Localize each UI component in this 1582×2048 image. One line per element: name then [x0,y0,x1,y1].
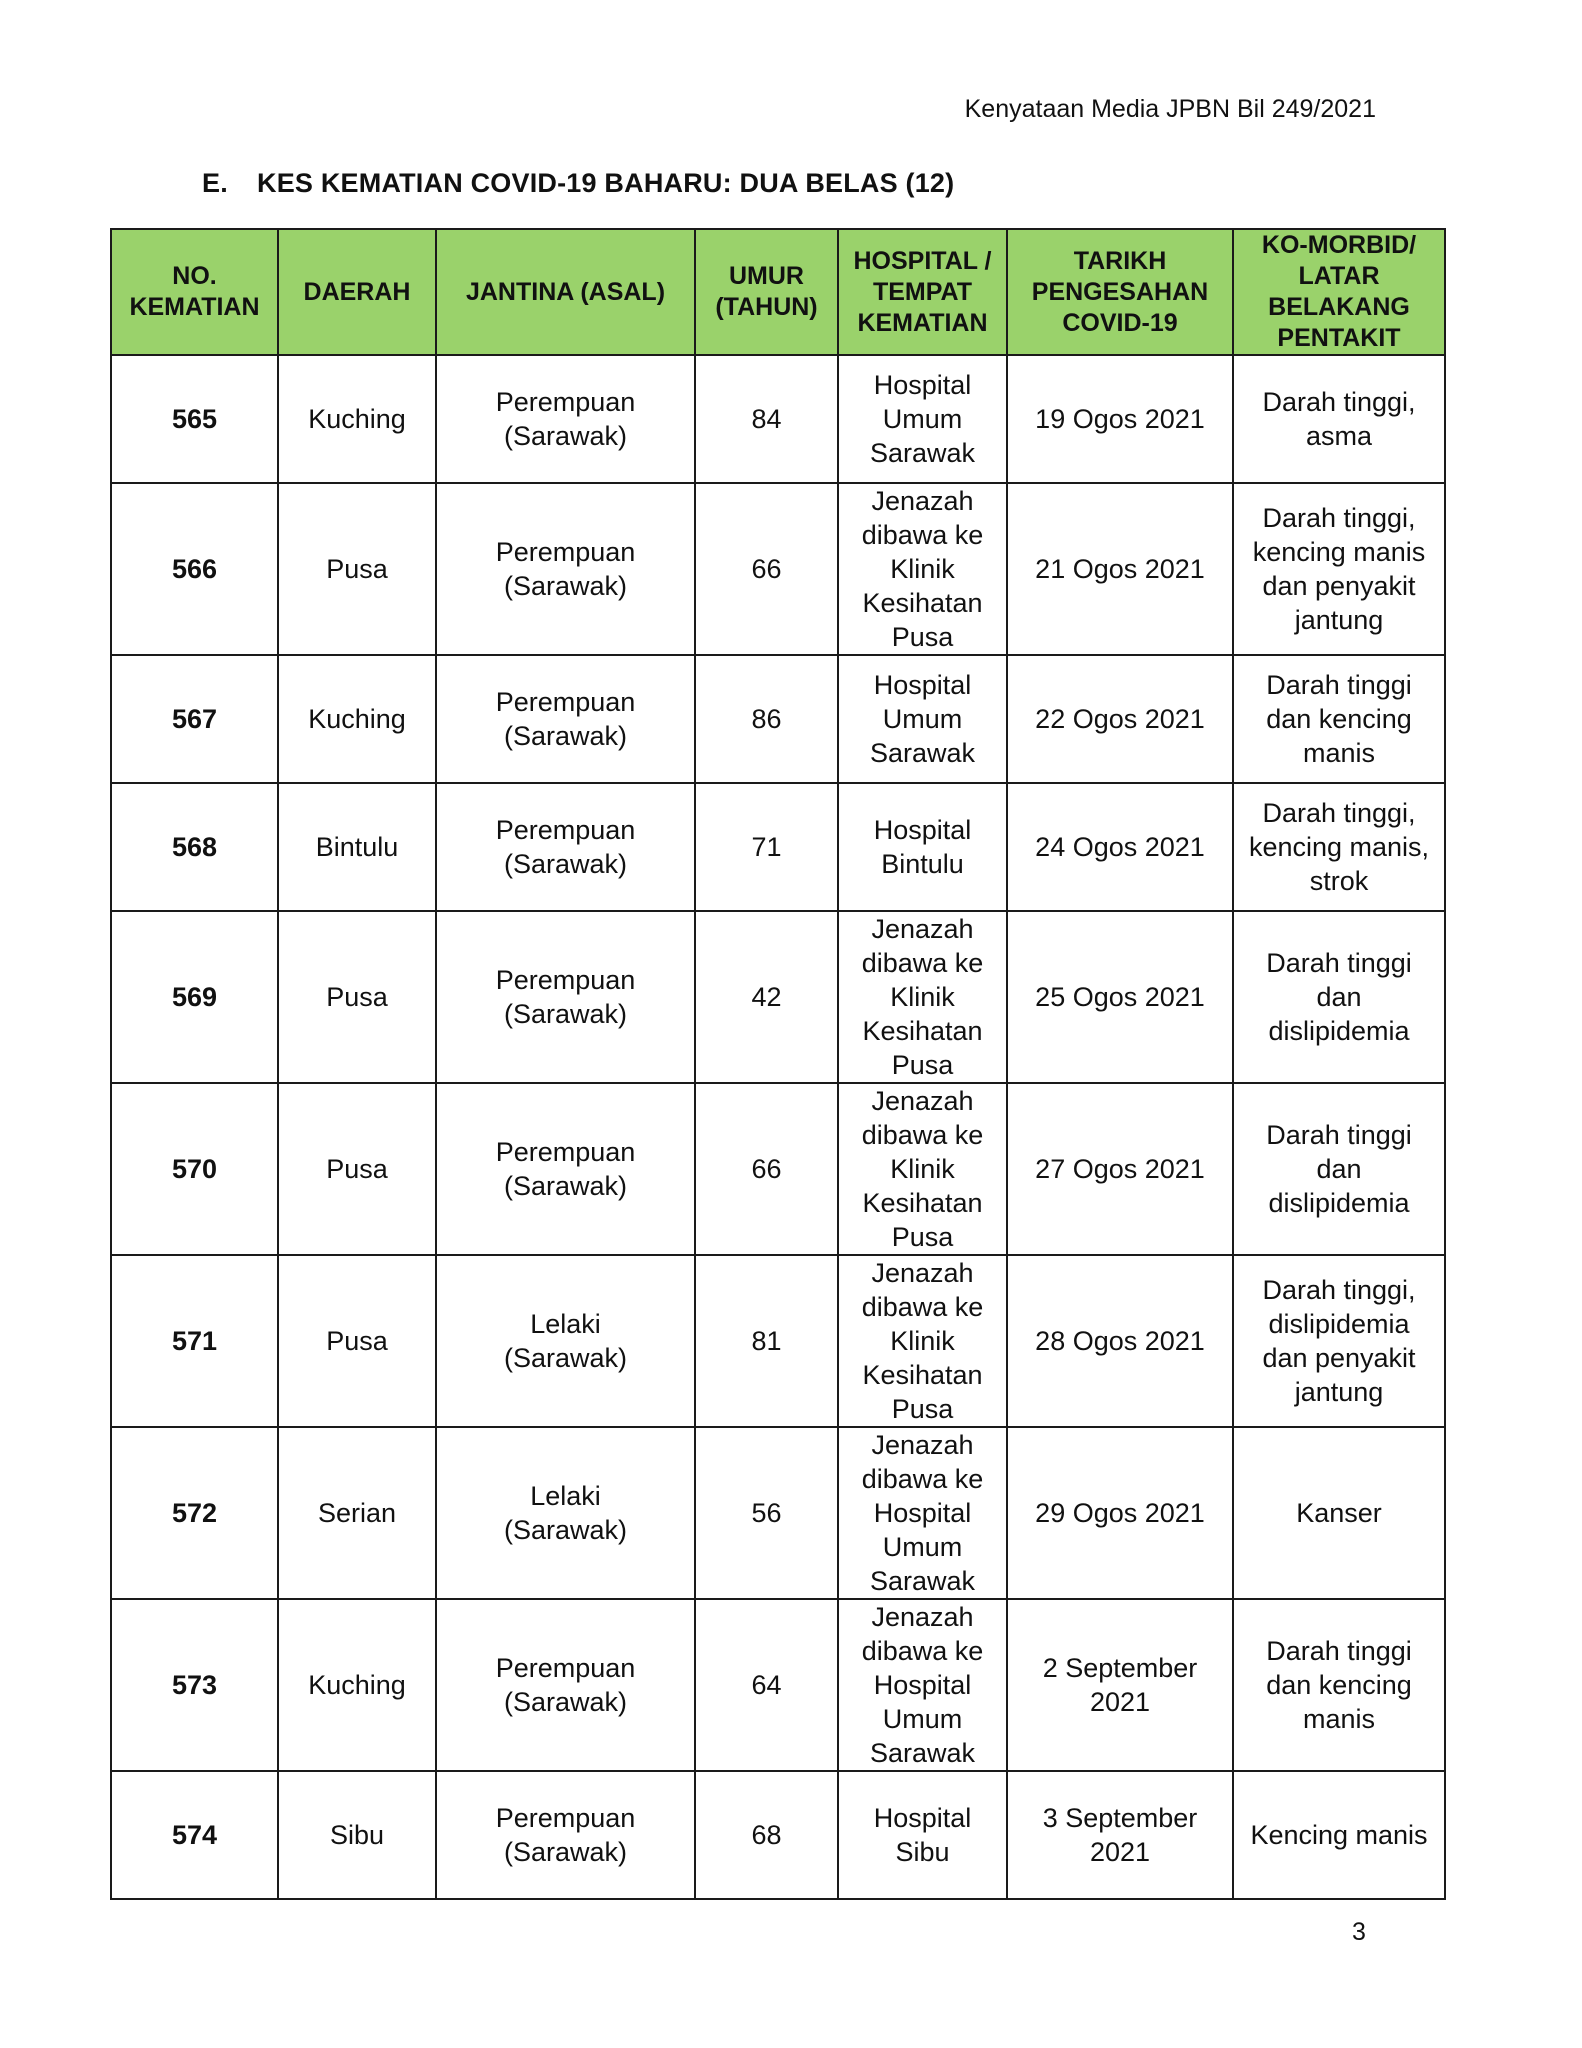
column-header-tarikh: TARIKH PENGESAHAN COVID-19 [1007,229,1233,355]
section-letter: E. [202,168,228,198]
cell-daerah: Bintulu [278,783,436,911]
cell-daerah: Sibu [278,1771,436,1899]
cell-jantina: Perempuan (Sarawak) [436,783,695,911]
cell-umur: 68 [695,1771,838,1899]
table-row [111,1255,1445,1427]
cell-umur: 84 [695,355,838,483]
cell-umur: 64 [695,1599,838,1771]
cell-tarikh: 28 Ogos 2021 [1007,1255,1233,1427]
cell-komorbid: Darah tinggi dan dislipidemia [1233,1083,1445,1255]
cell-tempat: Hospital Bintulu [838,783,1007,911]
table-header-row [111,229,1445,355]
cell-komorbid: Kanser [1233,1427,1445,1599]
cell-umur: 66 [695,483,838,655]
cell-tarikh: 22 Ogos 2021 [1007,655,1233,783]
cell-tempat: Jenazah dibawa ke Hospital Umum Sarawak [838,1427,1007,1599]
cell-komorbid: Darah tinggi, kencing manis, strok [1233,783,1445,911]
table-row [111,783,1445,911]
cell-no: 567 [111,655,278,783]
table-row [111,911,1445,1083]
table-row [111,1427,1445,1599]
cell-komorbid: Darah tinggi, kencing manis dan penyakit jantung [1233,483,1445,655]
column-header-jantina: JANTINA (ASAL) [436,229,695,355]
section-title-text: KES KEMATIAN COVID-19 BAHARU: DUA BELAS (12) [257,168,955,198]
cell-tarikh: 29 Ogos 2021 [1007,1427,1233,1599]
cell-tarikh: 3 September 2021 [1007,1771,1233,1899]
cell-daerah: Kuching [278,1599,436,1771]
cell-no: 570 [111,1083,278,1255]
cell-umur: 86 [695,655,838,783]
cell-komorbid: Darah tinggi dan kencing manis [1233,1599,1445,1771]
cell-komorbid: Darah tinggi dan kencing manis [1233,655,1445,783]
cell-jantina: Lelaki (Sarawak) [436,1255,695,1427]
cell-no: 569 [111,911,278,1083]
cell-daerah: Pusa [278,483,436,655]
table-row [111,1599,1445,1771]
cell-tempat: Jenazah dibawa ke Klinik Kesihatan Pusa [838,1255,1007,1427]
cell-tempat: Hospital Sibu [838,1771,1007,1899]
cell-jantina: Perempuan (Sarawak) [436,1771,695,1899]
page-number: 3 [1352,1918,1366,1946]
cell-tarikh: 27 Ogos 2021 [1007,1083,1233,1255]
cell-jantina: Lelaki (Sarawak) [436,1427,695,1599]
column-header-umur: UMUR (TAHUN) [695,229,838,355]
cell-tarikh: 24 Ogos 2021 [1007,783,1233,911]
cell-jantina: Perempuan (Sarawak) [436,911,695,1083]
cell-no: 571 [111,1255,278,1427]
cell-no: 565 [111,355,278,483]
cell-tarikh: 2 September 2021 [1007,1599,1233,1771]
cell-daerah: Serian [278,1427,436,1599]
cell-tarikh: 25 Ogos 2021 [1007,911,1233,1083]
column-header-no: NO. KEMATIAN [111,229,278,355]
column-header-tempat: HOSPITAL / TEMPAT KEMATIAN [838,229,1007,355]
cell-daerah: Pusa [278,911,436,1083]
cell-no: 568 [111,783,278,911]
cell-tempat: Jenazah dibawa ke Klinik Kesihatan Pusa [838,483,1007,655]
cell-umur: 56 [695,1427,838,1599]
cell-tempat: Jenazah dibawa ke Hospital Umum Sarawak [838,1599,1007,1771]
cell-no: 572 [111,1427,278,1599]
cell-daerah: Pusa [278,1255,436,1427]
cell-tarikh: 19 Ogos 2021 [1007,355,1233,483]
cell-daerah: Pusa [278,1083,436,1255]
cell-no: 574 [111,1771,278,1899]
cell-tempat: Jenazah dibawa ke Klinik Kesihatan Pusa [838,1083,1007,1255]
cell-jantina: Perempuan (Sarawak) [436,1599,695,1771]
cell-jantina: Perempuan (Sarawak) [436,655,695,783]
cell-komorbid: Darah tinggi dan dislipidemia [1233,911,1445,1083]
table-row [111,1771,1445,1899]
section-title [202,168,954,199]
cell-no: 573 [111,1599,278,1771]
table-row [111,1083,1445,1255]
cell-komorbid: Darah tinggi, dislipidemia dan penyakit jantung [1233,1255,1445,1427]
cell-umur: 71 [695,783,838,911]
table-row [111,483,1445,655]
table-row [111,355,1445,483]
cell-tempat: Jenazah dibawa ke Klinik Kesihatan Pusa [838,911,1007,1083]
cell-komorbid: Darah tinggi, asma [1233,355,1445,483]
cell-komorbid: Kencing manis [1233,1771,1445,1899]
cell-jantina: Perempuan (Sarawak) [436,483,695,655]
document-reference: Kenyataan Media JPBN Bil 249/2021 [964,95,1376,123]
cell-umur: 81 [695,1255,838,1427]
cell-umur: 42 [695,911,838,1083]
deaths-table [110,228,1446,1900]
cell-daerah: Kuching [278,355,436,483]
cell-daerah: Kuching [278,655,436,783]
table-row [111,655,1445,783]
column-header-daerah: DAERAH [278,229,436,355]
cell-tempat: Hospital Umum Sarawak [838,355,1007,483]
cell-umur: 66 [695,1083,838,1255]
cell-tarikh: 21 Ogos 2021 [1007,483,1233,655]
cell-jantina: Perempuan (Sarawak) [436,355,695,483]
cell-no: 566 [111,483,278,655]
column-header-komorbid: KO-MORBID/ LATAR BELAKANG PENTAKIT [1233,229,1445,355]
cell-tempat: Hospital Umum Sarawak [838,655,1007,783]
cell-jantina: Perempuan (Sarawak) [436,1083,695,1255]
